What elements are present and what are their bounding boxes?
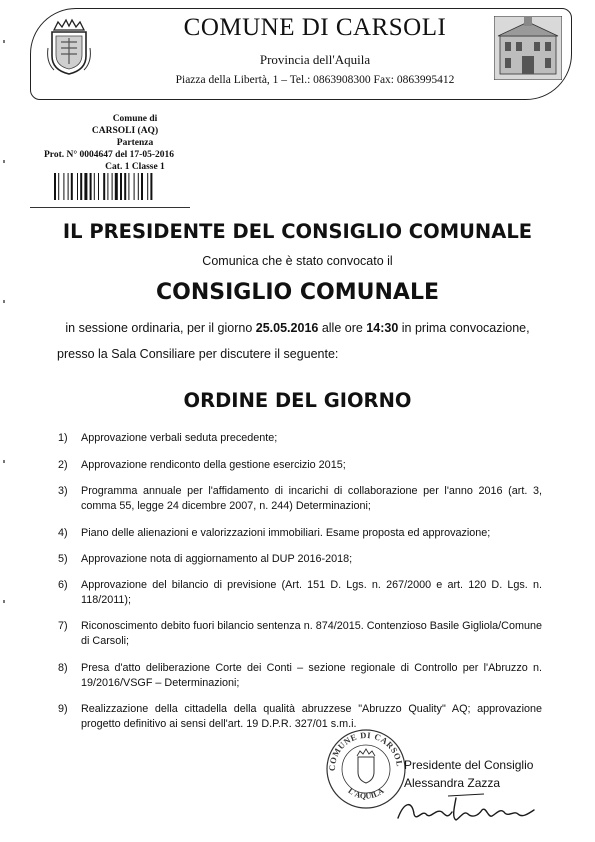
agenda-item-number: 1) (58, 432, 68, 444)
handwritten-signature (392, 788, 542, 828)
session-location: presso la Sala Consiliare per discutere il seguente: (57, 347, 339, 361)
contact-address: Piazza della Libertà, 1 – Tel.: 0863908300 Fax: 0863995412 (175, 74, 455, 86)
barcode-bar (115, 173, 118, 200)
barcode-bar (138, 173, 139, 200)
binding-mark (3, 600, 5, 603)
agenda-item-number: 9) (58, 703, 68, 715)
stamp-line-comune: Comune di (112, 114, 158, 124)
agenda-item-number: 3) (58, 485, 68, 497)
svg-text:L'AQUILA (347, 786, 386, 801)
agenda-heading: ORDINE DEL GIORNO (183, 389, 412, 412)
stamp-divider (30, 207, 190, 208)
barcode-bar (63, 173, 64, 200)
agenda-item-number: 5) (58, 553, 68, 565)
binding-mark (3, 40, 5, 43)
municipality-title: COMUNE DI CARSOLI (183, 14, 447, 41)
binding-mark (3, 460, 5, 463)
binding-mark (3, 160, 5, 163)
barcode-bar (107, 173, 108, 200)
barcode-bar (68, 173, 69, 200)
town-hall-building-icon (494, 16, 562, 80)
barcode-bar (71, 173, 73, 200)
agenda-item (58, 578, 542, 608)
protocol-barcode (54, 173, 194, 200)
agenda-item (58, 661, 542, 691)
barcode-bar (128, 173, 129, 200)
agenda-item (58, 526, 542, 541)
svg-text:COMUNE DI CARSOLI (325, 728, 405, 771)
barcode-bar (80, 173, 82, 200)
agenda-item (58, 458, 542, 473)
barcode-bar (150, 173, 152, 200)
barcode-bar (103, 173, 105, 200)
agenda-item-text: Piano delle alienazioni e valorizzazioni immobiliari. Esame proposta ed approvazione; (81, 527, 491, 539)
barcode-bar (58, 173, 59, 200)
agenda-item-text: Presa d'atto deliberazione Corte dei Conti – sezione regionale di Controllo per l'Abruzzo n. 19/2016/VSGF – Determinazioni; (81, 662, 542, 689)
session-pre: in sessione ordinaria, per il giorno (65, 321, 256, 335)
barcode-bar (141, 173, 143, 200)
session-details (0, 321, 595, 335)
barcode-bar (90, 173, 92, 200)
barcode-bar (84, 173, 87, 200)
barcode-bar (134, 173, 135, 200)
session-time: 14:30 (366, 321, 399, 335)
announcement-text: Comunica che è stato convocato il (202, 254, 393, 268)
agenda-item-text: Approvazione rendiconto della gestione esercizio 2015; (81, 459, 346, 471)
stamp-protocol-number: Prot. N° 0004647 del 17-05-2016 (44, 150, 175, 160)
agenda-item (58, 552, 542, 567)
agenda-item-number: 8) (58, 662, 68, 674)
barcode-bar (54, 173, 56, 200)
agenda-item (58, 702, 542, 732)
agenda-item-text: Approvazione nota di aggiornamento al DUP 2016-2018; (81, 553, 353, 565)
agenda-item-number: 4) (58, 527, 68, 539)
barcode-bar (147, 173, 148, 200)
session-mid: alle ore (318, 321, 367, 335)
agenda-item-number: 6) (58, 579, 68, 591)
president-heading: IL PRESIDENTE DEL CONSIGLIO COMUNALE (62, 220, 533, 243)
barcode-bar (112, 173, 113, 200)
stamp-category: Cat. 1 Classe 1 (105, 162, 165, 172)
binding-mark (3, 300, 5, 303)
agenda-item (58, 619, 542, 649)
barcode-bar (124, 173, 126, 200)
agenda-item-text: Riconoscimento debito fuori bilancio sentenza n. 874/2015. Contenzioso Basile Gigliola/Comune di Carsoli; (81, 620, 542, 647)
province-name: Provincia dell'Aquila (259, 52, 371, 67)
council-heading: CONSIGLIO COMUNALE (155, 280, 439, 305)
barcode-bar (77, 173, 78, 200)
stamp-line-direction: Partenza (116, 138, 154, 148)
agenda-item (58, 484, 542, 514)
seal-top-text: COMUNE DI CARSOL (326, 729, 406, 772)
stamp-line-town: CARSOLI (AQ) (91, 126, 159, 136)
barcode-bar (94, 173, 95, 200)
signatory-title: Presidente del Consiglio (404, 758, 534, 772)
session-post: in prima convocazione, (398, 321, 530, 335)
agenda-item-number: 7) (58, 620, 68, 632)
agenda-item-text: Programma annuale per l'affidamento di incarichi di collaborazione per l'anno 2016 (art. 3, comma 55, legge 24 dicembre 2007, n. 244) Determinazioni; (81, 485, 542, 512)
barcode-bar (120, 173, 122, 200)
agenda-item (58, 431, 542, 446)
seal-bottom-text: L'AQUILA (346, 786, 386, 801)
agenda-item-text: Approvazione verbali seduta precedente; (81, 432, 278, 444)
signatory-name: Alessandra Zazza (404, 776, 501, 790)
agenda-item-text: Realizzazione della cittadella della qualità abruzzese "Abruzzo Quality" AQ; approvazione progetto definitivo ai sensi dell'art. 19 D.P.R. 327/01 s.m.i. (81, 703, 542, 730)
agenda-item-number: 2) (58, 459, 68, 471)
agenda-item-text: Approvazione del bilancio di previsione (Art. 151 D. Lgs. n. 267/2000 e art. 120 D. Lgs. n. 118/2011); (81, 579, 542, 606)
session-date: 25.05.2016 (255, 321, 319, 335)
barcode-bar (98, 173, 99, 200)
municipal-crest-icon (46, 18, 92, 76)
